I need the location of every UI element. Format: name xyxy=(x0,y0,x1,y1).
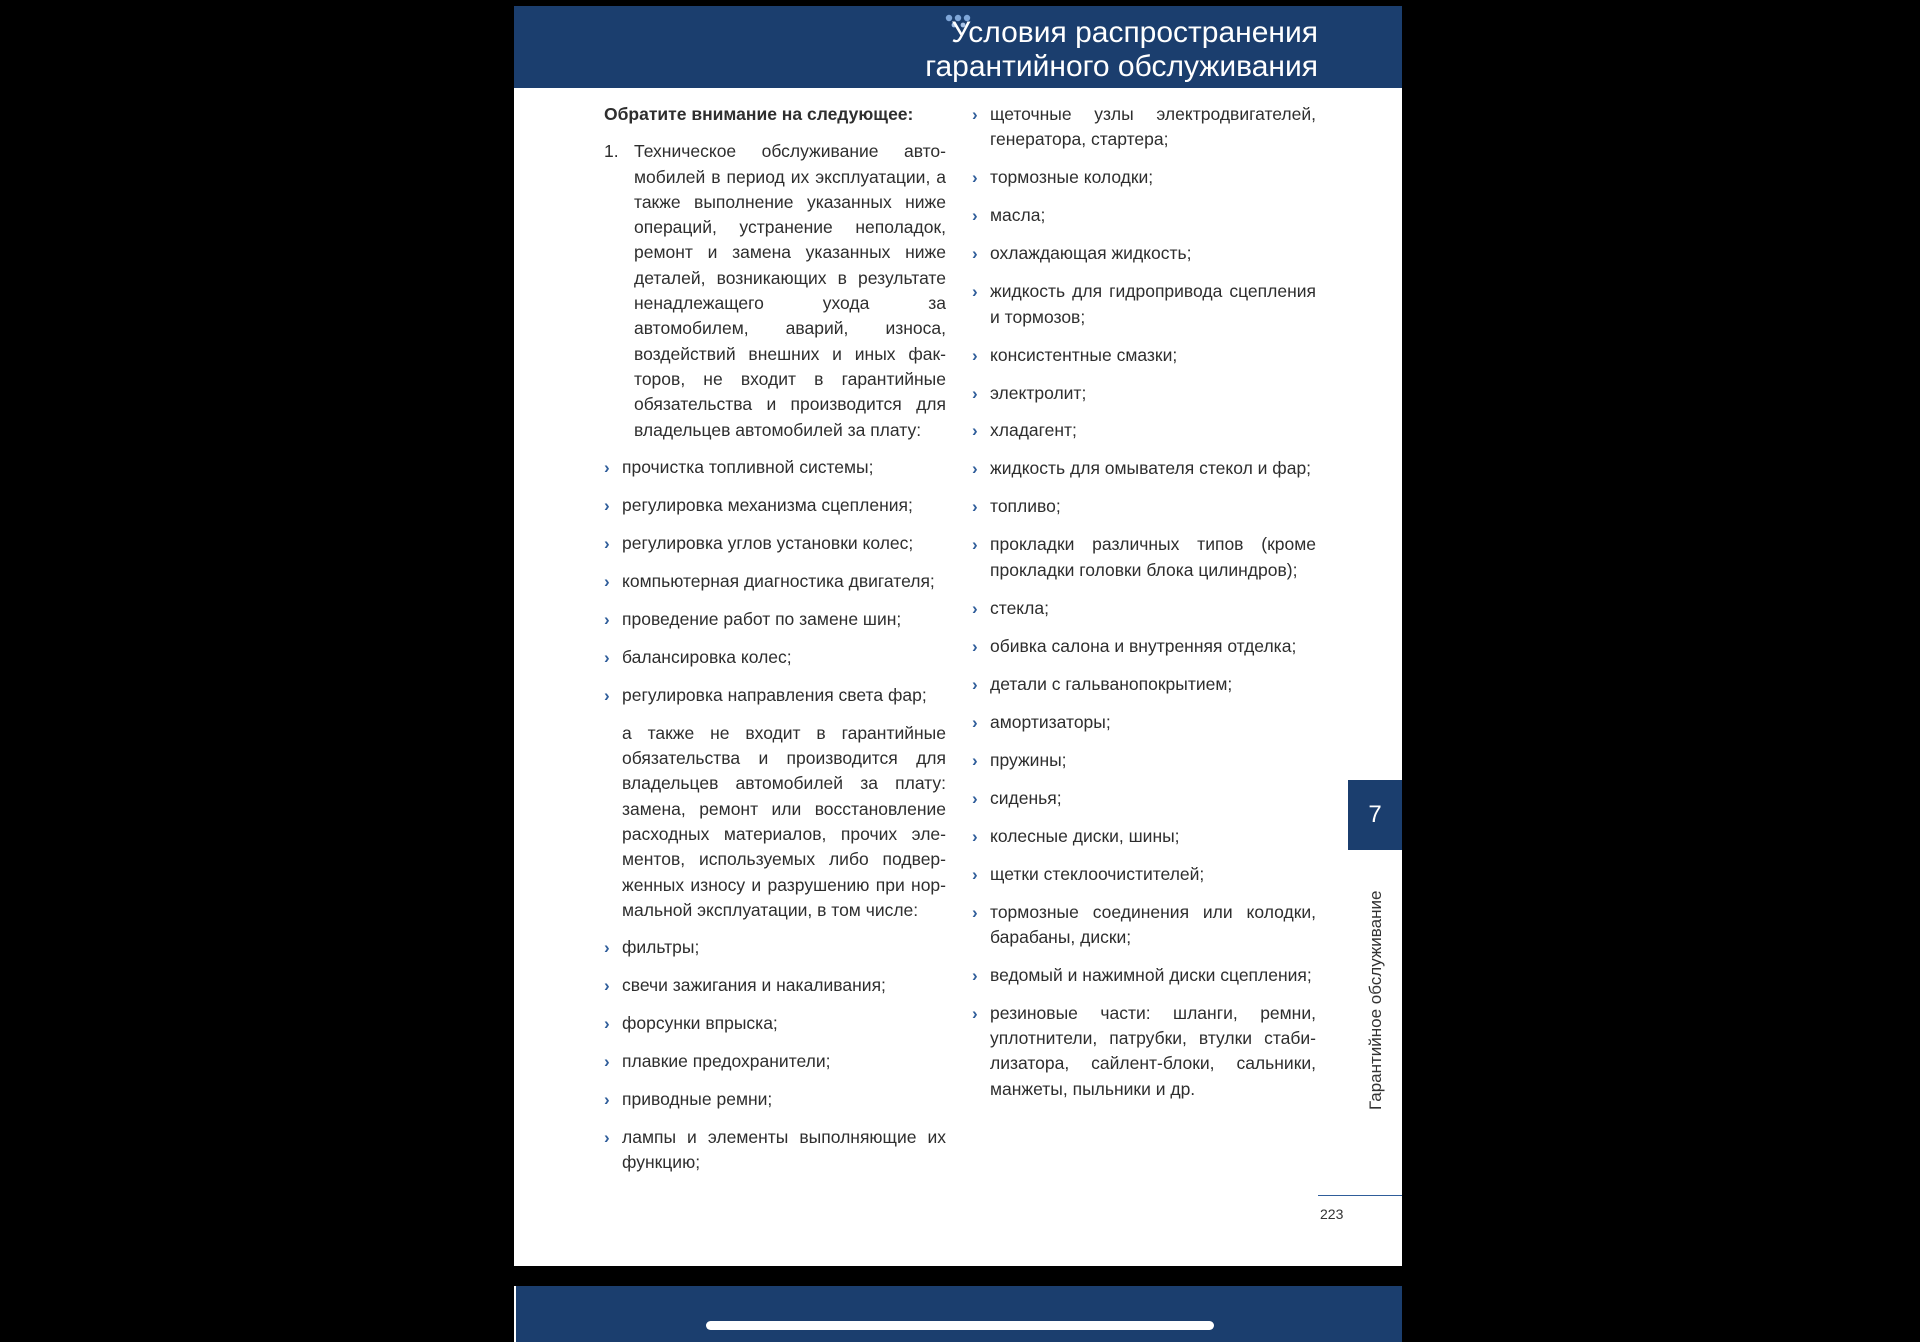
list-item xyxy=(972,165,1316,190)
list-item xyxy=(972,634,1316,659)
left-column xyxy=(604,102,946,1188)
list-item xyxy=(604,935,946,960)
list-item-text: щеточные узлы электродвигателей, генератора, стартера; xyxy=(990,104,1316,150)
chapter-label-text: Гарантийное обслуживание xyxy=(1366,890,1385,1110)
list-item xyxy=(604,1125,946,1176)
list-item xyxy=(604,973,946,998)
chevron-right-icon: › xyxy=(972,497,978,517)
chevron-right-icon: › xyxy=(972,788,978,808)
chevron-right-icon: › xyxy=(972,712,978,732)
list-item-text: обивка салона и внутренняя отделка; xyxy=(990,635,1297,656)
list-item-text: стекла; xyxy=(990,597,1049,618)
chevron-right-icon: › xyxy=(972,965,978,985)
page-header xyxy=(514,6,1402,88)
chevron-right-icon: › xyxy=(604,457,610,477)
chevron-right-icon: › xyxy=(972,282,978,302)
list-item-text: прочистка топливной системы; xyxy=(622,456,874,477)
list-item xyxy=(972,203,1316,228)
list-item xyxy=(972,418,1316,443)
list-item xyxy=(604,455,946,480)
list-item-text: колесные диски, шины; xyxy=(990,825,1180,846)
chevron-right-icon: › xyxy=(604,938,610,958)
list-item xyxy=(604,1011,946,1036)
chevron-right-icon: › xyxy=(972,826,978,846)
chevron-right-icon: › xyxy=(972,206,978,226)
list-item-text: сиденья; xyxy=(990,787,1062,808)
list-item-text: тормозные колодки; xyxy=(990,167,1154,188)
list-item xyxy=(972,748,1316,773)
list-item-text: плавкие предохранители; xyxy=(622,1051,831,1072)
chevron-right-icon: › xyxy=(972,674,978,694)
next-page-edge xyxy=(514,1286,516,1342)
home-indicator[interactable] xyxy=(706,1321,1214,1330)
right-column xyxy=(972,102,1316,1115)
list-item-text: щетки стеклоочистителей; xyxy=(990,863,1205,884)
list-item xyxy=(972,1001,1316,1102)
consumables-paragraph: а также не входит в гарантийные обязательства и производится для владельцев автомобилей за плату: замена, ремонт или восстановление расходных материалов, прочих элементов, используемых либо подверженных износу и разрушению при нормальной эксплуатации, в том числе: xyxy=(622,722,946,920)
list-item-text: жидкость для гидропривода сцепления и тормозов; xyxy=(990,281,1316,327)
chapter-tab-label xyxy=(1344,870,1404,1110)
chevron-right-icon: › xyxy=(972,459,978,479)
chevron-right-icon: › xyxy=(972,168,978,188)
list-item-text: электролит; xyxy=(990,382,1087,403)
page-title xyxy=(925,16,1318,84)
list-item xyxy=(972,786,1316,811)
list-item xyxy=(604,531,946,556)
list-item-text: детали с гальванопокрытием; xyxy=(990,673,1233,694)
title-line-1: Условия распространения xyxy=(951,16,1318,49)
list-item xyxy=(972,456,1316,481)
list-item xyxy=(604,683,946,708)
list-item xyxy=(604,645,946,670)
next-page-header xyxy=(514,1286,1402,1342)
chevron-right-icon: › xyxy=(972,421,978,441)
list-item xyxy=(972,824,1316,849)
chevron-right-icon: › xyxy=(972,1003,978,1023)
lead-heading: Обратите внимание на следующее: xyxy=(604,104,914,124)
item-text: Техническое обслуживание автомобилей в период их эксплуатации, а также выполнение указанных ниже операций, устранение неполадок, ремонт и замена указанных ниже деталей, возникающих в результате ненадлежащего ухода за автомобилем, аварий, износа, воздействий внешних и иных факторов, не входит в гарантийные обязательства и производится для владельцев автомобилей за плату: xyxy=(634,141,946,440)
chevron-right-icon: › xyxy=(604,647,610,667)
list-item-text: охлаждающая жидкость; xyxy=(990,243,1192,264)
list-item xyxy=(972,102,1316,153)
list-item xyxy=(972,532,1316,583)
list-item xyxy=(604,607,946,632)
chevron-right-icon: › xyxy=(972,864,978,884)
list-item-text: прокладки различных типов (кроме прокладки головки блока цилиндров); xyxy=(990,534,1316,580)
bullet-list-consumables xyxy=(604,935,946,1176)
list-item-text: резиновые части: шланги, ремни, уплотнители, патрубки, втулки стабилизатора, сайлент-блоки, сальники, манжеты, пыльники и др. xyxy=(990,1002,1316,1099)
chevron-right-icon: › xyxy=(972,902,978,922)
bullet-list-services xyxy=(604,455,946,708)
chevron-right-icon: › xyxy=(604,533,610,553)
list-item xyxy=(972,494,1316,519)
list-item-text: амортизаторы; xyxy=(990,711,1111,732)
list-item-text: ведомый и нажимной диски сцепления; xyxy=(990,964,1312,985)
chevron-right-icon: › xyxy=(972,636,978,656)
chevron-right-icon: › xyxy=(972,535,978,555)
chevron-right-icon: › xyxy=(972,598,978,618)
chevron-right-icon: › xyxy=(604,571,610,591)
list-item xyxy=(972,343,1316,368)
chevron-right-icon: › xyxy=(972,750,978,770)
list-item-text: масла; xyxy=(990,205,1046,226)
list-item xyxy=(604,1049,946,1074)
chevron-right-icon: › xyxy=(972,345,978,365)
list-item-text: фильтры; xyxy=(622,937,700,958)
title-line-2: гарантийного обслуживания xyxy=(925,50,1318,83)
document-page xyxy=(514,6,1402,1266)
chevron-right-icon: › xyxy=(972,383,978,403)
item-number: 1. xyxy=(604,141,619,162)
list-item-text: тормозные соединения или колодки, барабаны, диски; xyxy=(990,901,1316,947)
chevron-right-icon: › xyxy=(604,1090,610,1110)
list-item xyxy=(604,1087,946,1112)
chevron-right-icon: › xyxy=(604,495,610,515)
list-item xyxy=(972,672,1316,697)
chevron-right-icon: › xyxy=(972,244,978,264)
chevron-right-icon: › xyxy=(604,1052,610,1072)
list-item xyxy=(972,241,1316,266)
list-item-text: консистентные смазки; xyxy=(990,344,1178,365)
chevron-right-icon: › xyxy=(604,685,610,705)
list-item-text: форсунки впрыска; xyxy=(622,1013,778,1034)
page-number: 223 xyxy=(1320,1206,1344,1222)
list-item-text: приводные ремни; xyxy=(622,1089,773,1110)
bullet-list-parts xyxy=(972,102,1316,1102)
footer-rule xyxy=(1318,1195,1402,1196)
list-item-text: лампы и элементы выполняющие их функцию; xyxy=(622,1127,946,1173)
chevron-right-icon: › xyxy=(604,1014,610,1034)
list-item-text: проведение работ по замене шин; xyxy=(622,608,902,629)
list-item-text: жидкость для омывателя стекол и фар; xyxy=(990,458,1312,479)
list-item-text: регулировка механизма сцепления; xyxy=(622,494,913,515)
chevron-right-icon: › xyxy=(604,609,610,629)
list-item-text: регулировка направления света фар; xyxy=(622,684,927,705)
list-item xyxy=(972,710,1316,735)
chevron-right-icon: › xyxy=(604,976,610,996)
list-item xyxy=(604,493,946,518)
list-item-text: пружины; xyxy=(990,749,1067,770)
list-item xyxy=(972,381,1316,406)
list-item-text: балансировка колес; xyxy=(622,646,792,667)
list-item xyxy=(972,963,1316,988)
chevron-right-icon: › xyxy=(972,105,978,124)
list-item-text: компьютерная диагностика двигателя; xyxy=(622,570,935,591)
list-item-text: топливо; xyxy=(990,496,1061,517)
list-item xyxy=(604,569,946,594)
list-item xyxy=(972,900,1316,951)
list-item-text: свечи зажигания и накаливания; xyxy=(622,975,886,996)
list-item xyxy=(972,596,1316,621)
list-item xyxy=(972,279,1316,330)
chevron-right-icon: › xyxy=(604,1128,610,1148)
list-item-text: хладагент; xyxy=(990,420,1077,441)
numbered-item-1 xyxy=(604,139,946,443)
chapter-tab-number: 7 xyxy=(1348,780,1402,850)
list-item xyxy=(972,862,1316,887)
list-item-text: регулировка углов установки колес; xyxy=(622,532,914,553)
